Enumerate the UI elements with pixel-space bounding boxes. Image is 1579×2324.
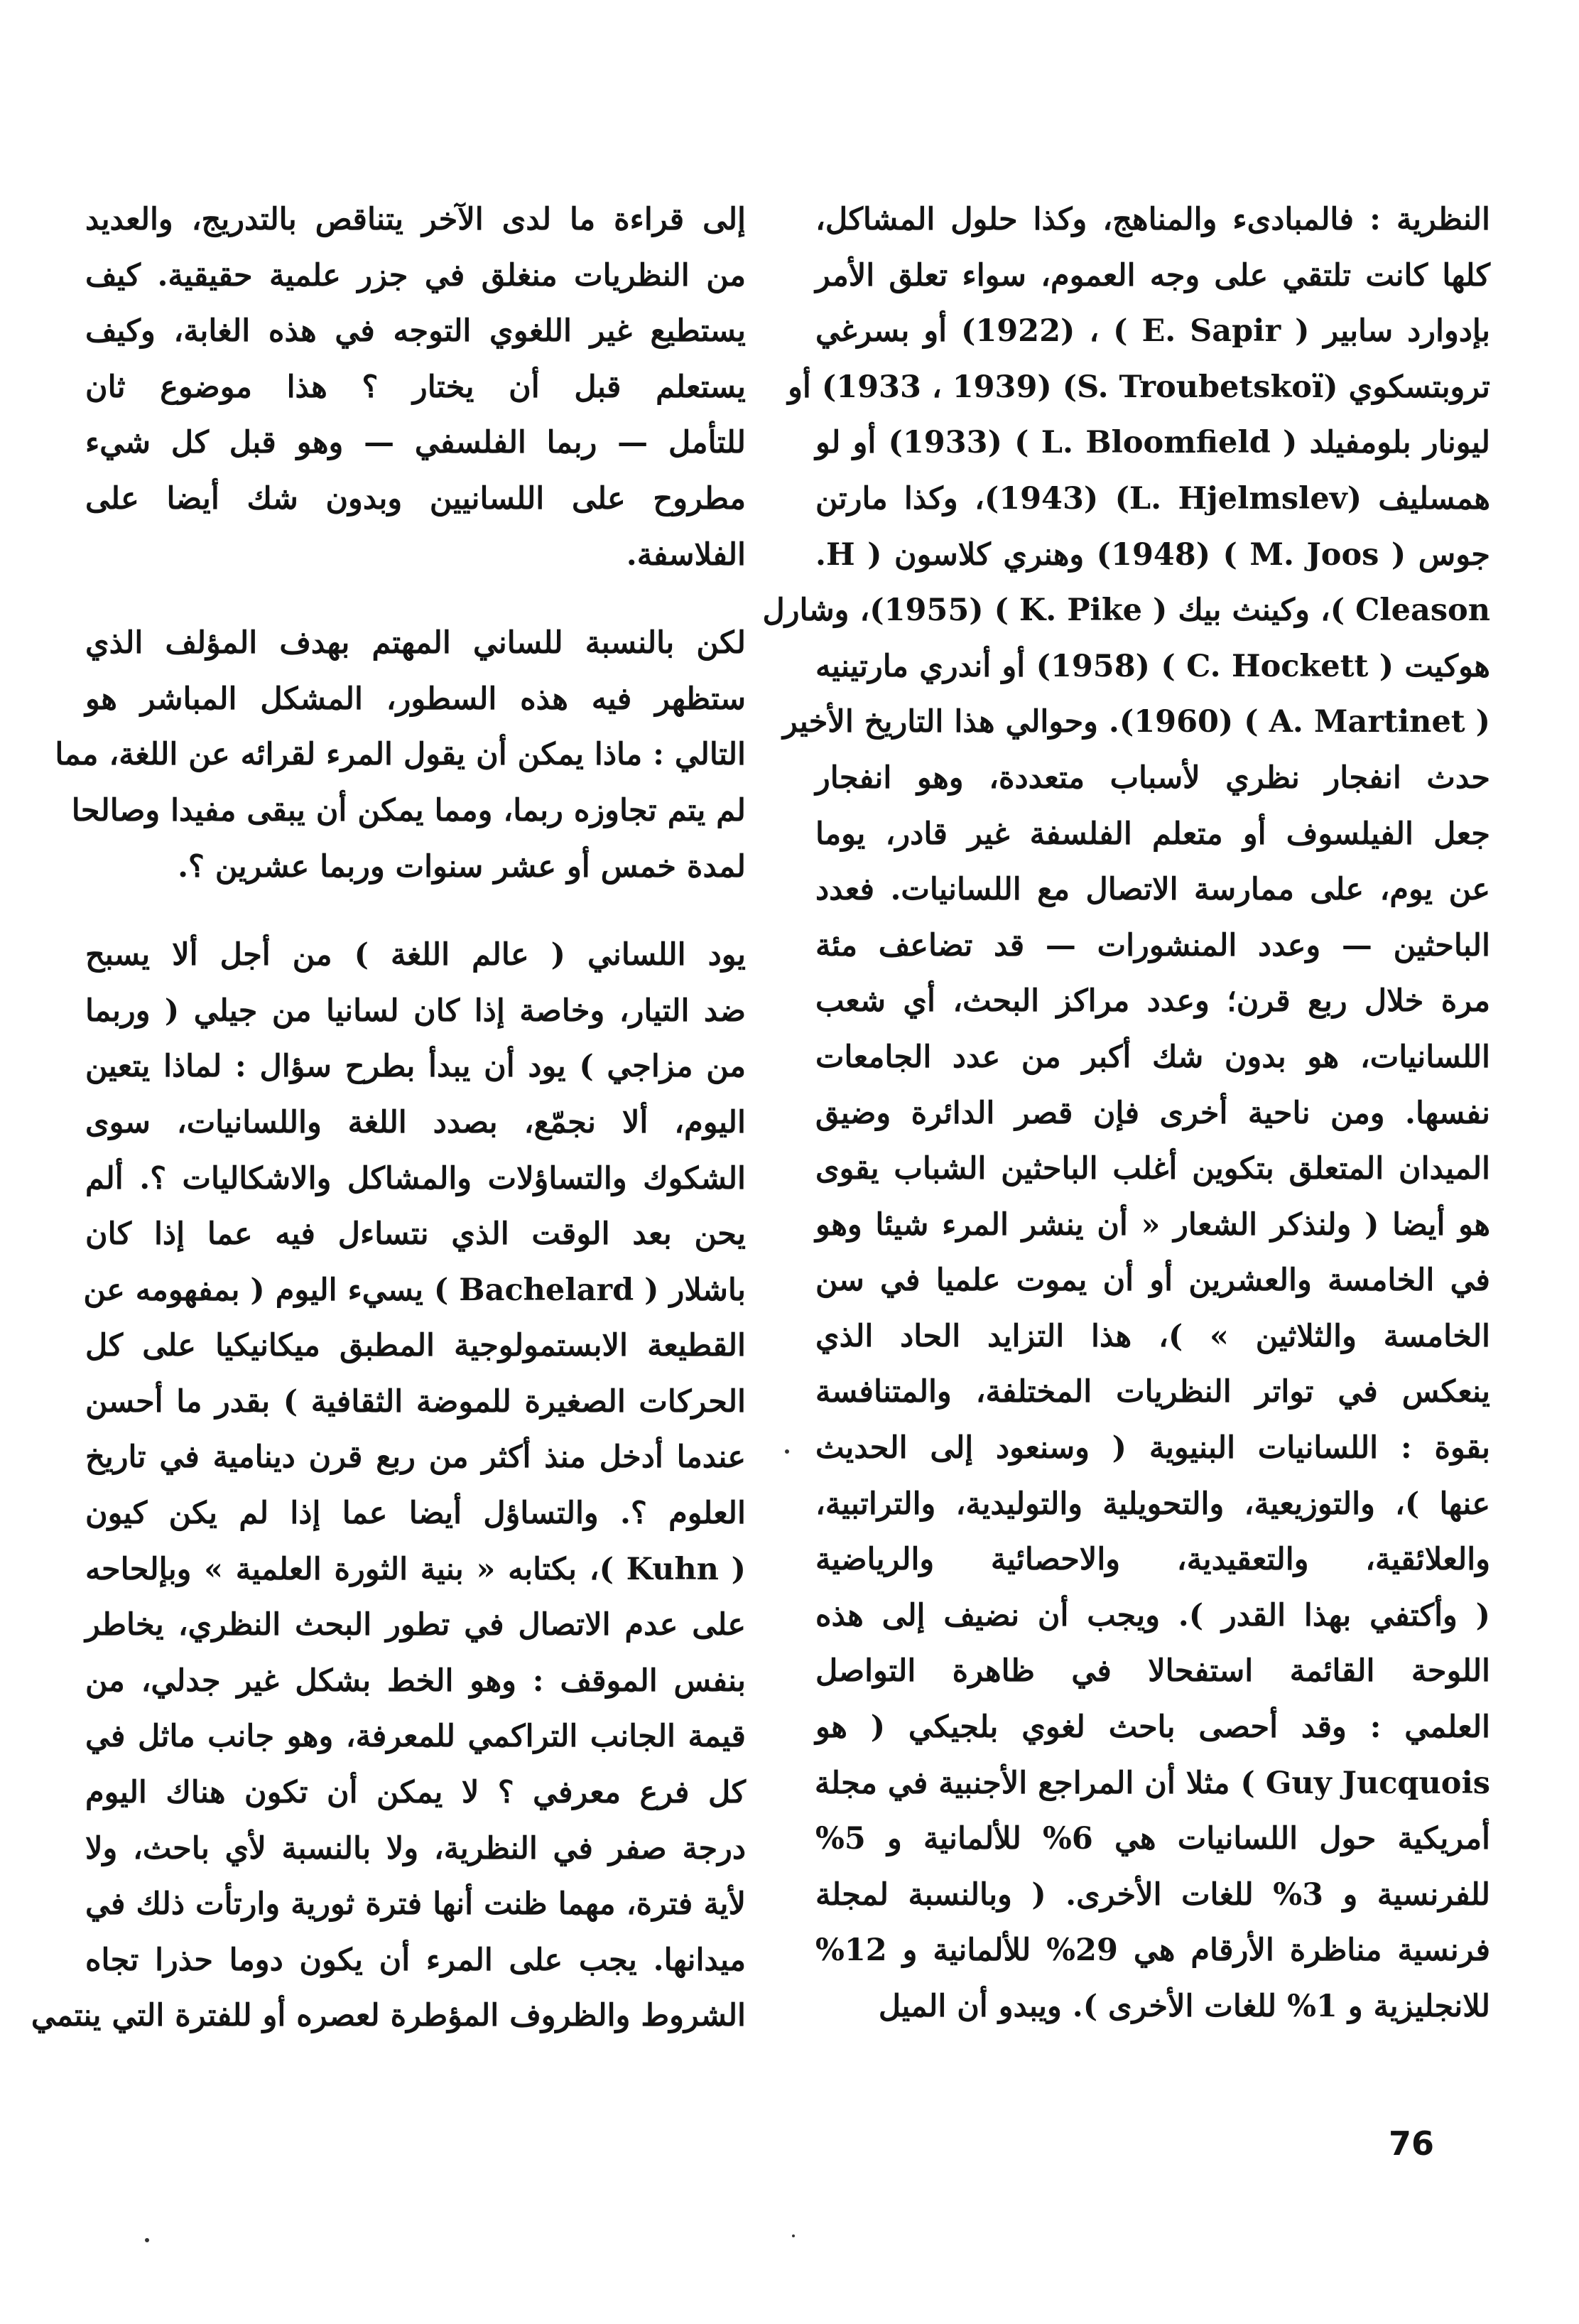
text-line: لمدة خمس أو عشر سنوات وربما عشرين ؟.: [178, 848, 746, 885]
scan-speck: [792, 2234, 795, 2237]
text-line: التالي : ماذا يمكن أن يقول المرء لقرائه عن اللغة، مما: [55, 737, 746, 773]
text-line: الخامسة والثلاثين » )، هذا التزايد الحاد الذي: [815, 1318, 1490, 1354]
text-line: النظرية : فالمبادىء والمناهج، وكذا حلول المشاكل،: [815, 202, 1490, 237]
text-line: مرة خلال ربع قرن؛ وعدد مراكز البحث، أي شعب: [815, 983, 1490, 1020]
text-line: إلى قراءة ما لدى الآخر يتناقص بالتدريج، والعديد: [85, 202, 746, 237]
text-line: Cleason )، وكينث بيك ( K. Pike ) (1955)، وشارل: [762, 593, 1490, 629]
text-line: ليونار بلومفيلد ( L. Bloomfield ) (1933) أو لو: [815, 425, 1490, 461]
page-number: 76: [1389, 2124, 1435, 2163]
paragraph-gap: [85, 583, 746, 615]
text-line: للفرنسية و 3% للغات الأخرى. ( وبالنسبة لمجلة: [815, 1876, 1490, 1913]
text-line: عندما أدخل منذ أكثر من ربع قرن دينامية في تاريخ: [85, 1439, 746, 1476]
text-line: ( Kuhn )، بكتابه « بنية الثورة العلمية » وبإلحاحه: [85, 1551, 746, 1587]
right-text-column: [762, 192, 1491, 2035]
text-line: لأية فترة، مهما ظنت أنها فترة ثورية وارتأت ذلك في: [85, 1886, 746, 1923]
scan-speck: [145, 2238, 149, 2242]
text-line: من مزاجي ) يود أن يبدأ بطرح سؤال : لماذا يتعين: [85, 1049, 746, 1085]
text-line: بإدوارد سابير ( E. Sapir ) ، (1922) أو بسرغي: [815, 313, 1490, 350]
text-line: تروبتسكوي (S. Troubetskoï) (1933 ، 1939) أو: [788, 369, 1490, 405]
text-line: اللسانيات، هو بدون شك أكبر من عدد الجامعات: [815, 1039, 1490, 1075]
text-line: على عدم الاتصال في تطور البحث النظري، يخاطر: [85, 1607, 746, 1643]
text-line: من النظريات منغلق في جزر علمية حقيقية. كيف: [85, 257, 746, 293]
text-line: نفسها. ومن ناحية أخرى فإن قصر الدائرة وضيق: [815, 1095, 1490, 1131]
paragraph-gap: [85, 895, 746, 927]
text-line: الفلاسفة.: [626, 536, 746, 573]
text-line: العلوم ؟. والتساؤل أيضا عما إذا لم يكن كيون: [85, 1496, 746, 1532]
text-line: ميدانها. يجب على المرء أن يكون دوما حذرا تجاه: [85, 1942, 746, 1978]
text-line: Guy Jucquois ) مثلا أن المراجع الأجنبية في مجلة: [814, 1765, 1490, 1801]
text-line: ستظهر فيه هذه السطور، المشكل المباشر هو: [85, 681, 746, 717]
text-line: للتأمل — ربما الفلسفي — وهو قبل كل شيء: [85, 425, 746, 461]
text-line: جعل الفيلسوف أو متعلم الفلسفة غير قادر، يوما: [815, 816, 1491, 852]
scan-speck: [785, 1449, 789, 1454]
text-line: عنها )، والتوزيعية، والتحويلية والتوليدية، والتراتبية،: [815, 1486, 1490, 1522]
text-line: يحن بعد الوقت الذي نتساءل فيه عما إذا كان: [85, 1216, 746, 1253]
text-line: يستعلم قبل أن يختار ؟ هذا موضوع ثان: [85, 369, 746, 405]
text-line: يود اللساني ( عالم اللغة ) من أجل ألا يسبح: [85, 937, 746, 973]
text-line: عن يوم، على ممارسة الاتصال مع اللسانيات. فعدد: [815, 872, 1490, 908]
text-line: العلمي : وقد أحصى باحث لغوي بلجيكي ( هو: [815, 1709, 1490, 1746]
text-line: للانجليزية و 1% للغات الأخرى ). ويبدو أن الميل: [878, 1989, 1490, 2024]
text-line: درجة صفر في النظرية، ولا بالنسبة لأي باحث، ولا: [85, 1830, 746, 1866]
text-line: بقوة : اللسانيات البنيوية ( وسنعود إلى الحديث: [815, 1430, 1490, 1466]
text-line: همسليف (L. Hjelmslev) (1943)، وكذا مارتن: [815, 480, 1490, 517]
text-line: ضد التيار، وخاصة إذا كان لسانيا من جيلي ( وربما: [85, 993, 746, 1029]
text-line: والعلائقية، والتعقيدية، والاحصائية والرياضية: [815, 1542, 1490, 1578]
left-text-column: [31, 192, 746, 2044]
text-line: لم يتم تجاوزه ربما، ومما يمكن أن يبقى مفيدا وصالحا: [71, 792, 746, 828]
text-line: ( وأكتفي بهذا القدر ). ويجب أن نضيف إلى هذه: [815, 1597, 1490, 1633]
text-line: جوس ( M. Joos ) (1948) وهنري كلاسون ( H.: [815, 536, 1490, 573]
text-line: اليوم، ألا نجمّع، بصدد اللغة واللسانيات، سوى: [85, 1104, 746, 1140]
text-line: ينعكس في تواتر النظريات المختلفة، والمتنافسة: [815, 1374, 1490, 1410]
text-line: أمريكية حول اللسانيات هي 6% للألمانية و 5%: [815, 1821, 1490, 1857]
text-line: لكن بالنسبة للساني المهتم بهدف المؤلف الذي: [85, 625, 746, 661]
text-line: الميدان المتعلق بتكوين أغلب الباحثين الشباب يقوى: [815, 1151, 1490, 1187]
text-line: هوكيت ( C. Hockett ) (1958) أو أندري مارتينيه: [815, 648, 1490, 684]
text-line: هو أيضا ( ولنذكر الشعار « أن ينشر المرء شيئا وهو: [815, 1206, 1490, 1243]
text-line: كل فرع معرفي ؟ لا يمكن أن تكون هناك اليوم: [85, 1775, 746, 1811]
text-line: فرنسية مناظرة الأرقام هي 29% للألمانية و 12%: [815, 1933, 1491, 1969]
text-line: في الخامسة والعشرين أو أن يموت علميا في سن: [815, 1263, 1490, 1299]
text-line: باشلار ( Bachelard ) يسيء اليوم ( بمفهومه عن: [83, 1272, 746, 1308]
text-line: قيمة الجانب التراكمي للمعرفة، وهو جانب ماثل في: [85, 1719, 746, 1755]
text-line: كلها كانت تلتقي على وجه العموم، سواء تعلق الأمر: [815, 257, 1490, 293]
text-line: الباحثين — وعدد المنشورات — قد تضاعف مئة: [815, 927, 1490, 963]
text-line: الحركات الصغيرة للموضة الثقافية ) بقدر ما أحسن: [85, 1383, 746, 1420]
text-line: الشروط والظروف المؤطرة لعصره أو للفترة التي ينتمي: [31, 1998, 746, 2034]
text-line: اللوحة القائمة استفحالا في ظاهرة التواصل: [815, 1653, 1490, 1690]
text-line: حدث انفجار نظري لأسباب متعددة، وهو انفجار: [815, 760, 1490, 796]
text-line: بنفس الموقف : وهو الخط بشكل غير جدلي، من: [85, 1663, 746, 1699]
text-line: ( A. Martinet ) (1960). وحوالي هذا التاريخ الأخير: [783, 704, 1490, 740]
text-line: مطروح على اللسانيين وبدون شك أيضا على: [85, 480, 746, 517]
text-line: الشكوك والتساؤلات والمشاكل والاشكاليات ؟. ألم: [85, 1160, 746, 1196]
text-line: يستطيع غير اللغوي التوجه في هذه الغابة، وكيف: [85, 313, 746, 350]
text-line: القطيعة الابستمولوجية المطبق ميكانيكيا على كل: [85, 1328, 746, 1364]
